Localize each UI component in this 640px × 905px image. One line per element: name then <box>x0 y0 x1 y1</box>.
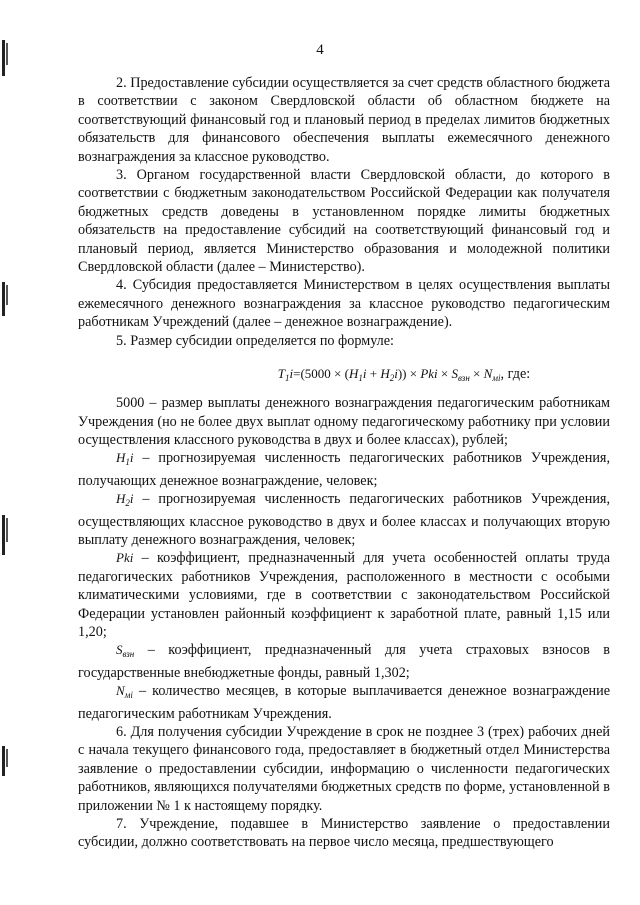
symbol-s: S <box>116 642 123 658</box>
definition-h2 <box>78 490 610 549</box>
definition-h1 <box>78 449 610 490</box>
symbol-h1-i: i <box>129 450 134 466</box>
symbol-h2-i: i <box>129 491 134 507</box>
formula-t-i: i <box>289 366 294 382</box>
document-body <box>78 74 610 852</box>
formula-h2-i: i <box>394 366 398 382</box>
formula-h2-sub: 2 <box>389 373 395 384</box>
symbol-pki: Pki <box>116 550 134 566</box>
definition-n <box>78 682 610 723</box>
symbol-h1: H <box>116 450 126 466</box>
formula-plus: + <box>366 366 381 382</box>
formula-h2: H <box>380 366 390 382</box>
paragraph-5: 5. Размер субсидии определяется по формуле: <box>116 332 394 349</box>
symbol-s-sub: взн <box>122 649 135 660</box>
formula-close: )) × <box>397 366 421 382</box>
paragraph-3: 3. Органом государственной власти Свердловской области, до которого в соответствии с бюджетным законодательством Российской Федерации как получателя бюджетных средств доведены в установленном порядке лимиты бюджетных обязательств на предоставление субсидий на соответствующий финансовый год и плановый период, является Министерство образования и молодежной политики Свердловской области (далее – Министерство). <box>78 167 610 276</box>
subsidy-formula <box>78 364 610 388</box>
formula-h1: H <box>348 366 359 382</box>
definition-h1-text: – прогнозируемая численность педагогических работников Учреждения, получающих денежное вознаграждение, человек; <box>78 450 610 489</box>
paragraph-7: 7. Учреждение, подавшее в Министерство заявление о предоставлении субсидии, должно соответствовать на первое число месяца, предшествующего <box>78 816 610 851</box>
page-number: 4 <box>316 42 324 58</box>
formula-t-sub: 1 <box>285 373 290 384</box>
formula-h1-sub: 1 <box>358 373 363 384</box>
formula-times-1: × <box>437 366 452 382</box>
definition-n-text: – количество месяцев, в которые выплачивается денежное вознаграждение педагогическим работникам Учреждения. <box>78 683 610 722</box>
definition-s <box>78 641 610 682</box>
formula-eq: = <box>293 366 301 382</box>
scan-edge-mark <box>2 746 5 776</box>
formula-n-sub: мi <box>492 373 501 384</box>
definition-pki-text: – коэффициент, предназначенный для учета особенностей оплаты труда педагогических работников Учреждения, расположенного в местности с особыми климатическими условиями, где в соответствии с законодательством Российской Федерации установлен районный коэффициент к заработной плате, равный 1,15 или 1,20; <box>78 550 610 640</box>
formula-s: S <box>451 366 459 382</box>
formula-t: T <box>277 366 285 382</box>
scan-edge-mark <box>2 282 5 316</box>
scan-edge-mark <box>2 515 5 555</box>
paragraph-4: 4. Субсидия предоставляется Министерством в целях осуществления выплаты ежемесячного денежного вознаграждения за классное руководство педагогическим работникам Учреждений (далее – денежное вознаграждение). <box>78 277 610 331</box>
symbol-n: N <box>116 683 125 699</box>
formula-body: (5000 × ( <box>300 366 349 382</box>
formula-times-2: × <box>469 366 484 382</box>
symbol-h2: H <box>116 491 126 507</box>
definition-5000: 5000 – размер выплаты денежного вознаграждения педагогическим работникам Учреждения (но не более двух выплат одному педагогическому работнику при условии осуществления классного руководства в двух и более классах), рублей; <box>78 395 610 448</box>
formula-where: , где: <box>500 366 531 383</box>
formula-n: N <box>483 366 493 382</box>
symbol-h2-sub: 2 <box>125 498 130 509</box>
definition-s-text: – коэффициент, предназначенный для учета страховых взносов в государственные внебюджетные фонды, равный 1,302; <box>78 642 610 681</box>
scan-edge-mark <box>2 40 5 76</box>
formula-h1-i: i <box>362 366 367 382</box>
symbol-n-sub: мi <box>124 690 133 701</box>
formula-pki: Pki <box>420 366 438 382</box>
definition-pki <box>78 549 610 641</box>
paragraph-6: 6. Для получения субсидии Учреждение в срок не позднее 3 (трех) рабочих дней с начала текущего финансового года, предоставляет в бюджетный отдел Министерства заявление о предоставлении субсидии, информацию о численности педагогических работников, являющихся получателями бюджетных средств по форме, установленной в приложении № 1 к настоящему порядку. <box>78 724 610 814</box>
formula-s-sub: взн <box>458 373 470 384</box>
definition-h2-text: – прогнозируемая численность педагогических работников Учреждения, осуществляющих классное руководство в двух и более классах и получающих вторую выплату денежного вознаграждения, человек; <box>78 491 610 548</box>
symbol-h1-sub: 1 <box>125 457 130 468</box>
paragraph-2: 2. Предоставление субсидии осуществляется за счет средств областного бюджета в соответствии с законом Свердловской области об областном бюджете на соответствующий финансовый год и плановый период в пределах лимитов бюджетных обязательств для финансового обеспечения выплаты ежемесячного денежного вознаграждения за классное руководство. <box>78 75 610 165</box>
